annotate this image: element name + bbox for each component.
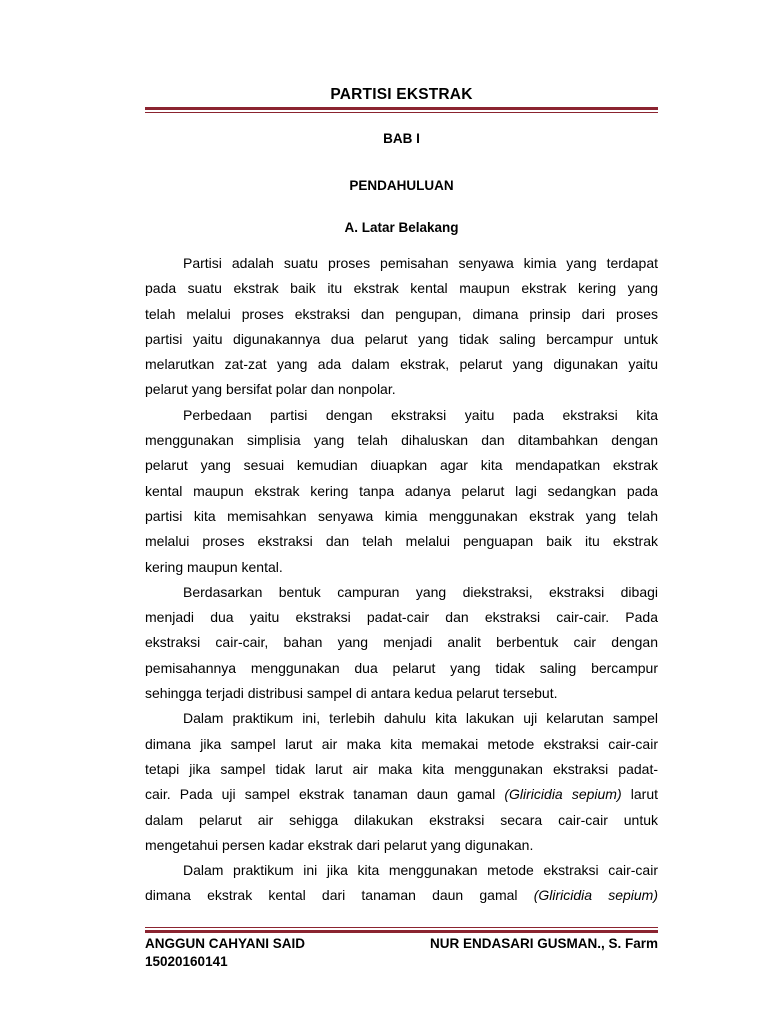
text-line: partisi kita memisahkan senyawa kimia menggunakan ekstrak yang telah: [145, 507, 658, 524]
text-line: kental maupun ekstrak kering tanpa adanya pelarut lagi sedangkan pada: [145, 482, 658, 499]
section-heading: A. Latar Belakang: [344, 220, 459, 235]
text-line: dimana ekstrak kental dari tanaman daun gamal (Gliricidia sepium): [145, 887, 658, 904]
text-line: pemisahannya menggunakan dua pelarut yang tidak saling bercampur: [145, 659, 658, 676]
text-line: pelarut yang sesuai kemudian diuapkan agar kita mendapatkan ekstrak: [145, 457, 658, 474]
body-text: [145, 251, 658, 909]
text-line: Perbedaan partisi dengan ekstraksi yaitu pada ekstraksi kita: [183, 406, 658, 423]
species-name: (Gliricidia sepium): [504, 786, 622, 803]
text-line: ekstraksi cair-cair, bahan yang menjadi analit berbentuk cair dengan: [145, 634, 658, 651]
text-line: mengetahui persen kadar ekstrak dari pelarut yang digunakan.: [145, 836, 534, 853]
text-line: cair. Pada uji sampel ekstrak tanaman daun gamal (Gliricidia sepium) larut: [145, 786, 658, 803]
species-name: (Gliricidia sepium): [533, 887, 658, 904]
text-line: tetapi jika sampel tidak larut air maka kita menggunakan ekstraksi padat-: [145, 760, 658, 777]
chapter-heading: BAB I: [383, 131, 420, 146]
text-line: melalui proses ekstraksi dan telah melalui penguapan baik itu ekstrak: [145, 533, 658, 550]
text-line: menjadi dua yaitu ekstraksi padat-cair dan ekstraksi cair-cair. Pada: [145, 609, 658, 626]
text-line: dimana jika sampel larut air maka kita memakai metode ekstraksi cair-cair: [145, 735, 658, 752]
text-line: Dalam praktikum ini, terlebih dahulu kita lakukan uji kelarutan sampel: [183, 710, 658, 727]
text-line: Partisi adalah suatu proses pemisahan senyawa kimia yang terdapat: [183, 255, 658, 271]
text-line: dalam pelarut air sehigga dilakukan ekstraksi secara cair-cair untuk: [145, 811, 658, 828]
footer-rule: [145, 927, 658, 933]
footer-student-id: 15020160141: [145, 954, 228, 969]
text-line: Berdasarkan bentuk campuran yang diekstraksi, ekstraksi dibagi: [183, 583, 658, 600]
text-line: pada suatu ekstrak baik itu ekstrak kental maupun ekstrak kering yang: [145, 280, 658, 297]
page-footer: [145, 935, 658, 971]
text-line: sehingga terjadi distribusi sampel di antara kedua pelarut tersebut.: [145, 685, 558, 702]
text-line: partisi yaitu digunakannya dua pelarut yang tidak saling bercampur untuk: [145, 330, 658, 347]
text-line: kering maupun kental.: [145, 558, 283, 575]
text-line: telah melalui proses ekstraksi dan pengupan, dimana prinsip dari proses: [145, 305, 658, 322]
text-line: Dalam praktikum ini jika kita menggunakan metode ekstraksi cair-cair: [183, 862, 658, 879]
text-line: menggunakan simplisia yang telah dihaluskan dan ditambahkan dengan: [145, 432, 658, 449]
text-line: pelarut yang bersifat polar dan nonpolar.: [145, 381, 396, 398]
chapter-title: PENDAHULUAN: [349, 178, 454, 193]
header-rule: [145, 107, 658, 113]
footer-supervisor: NUR ENDASARI GUSMAN., S. Farm: [429, 936, 658, 951]
document-title: PARTISI EKSTRAK: [330, 86, 473, 103]
footer-author: ANGGUN CAHYANI SAID: [145, 936, 306, 951]
text-line: melarutkan zat-zat yang ada dalam ekstrak, pelarut yang digunakan yaitu: [145, 356, 658, 373]
